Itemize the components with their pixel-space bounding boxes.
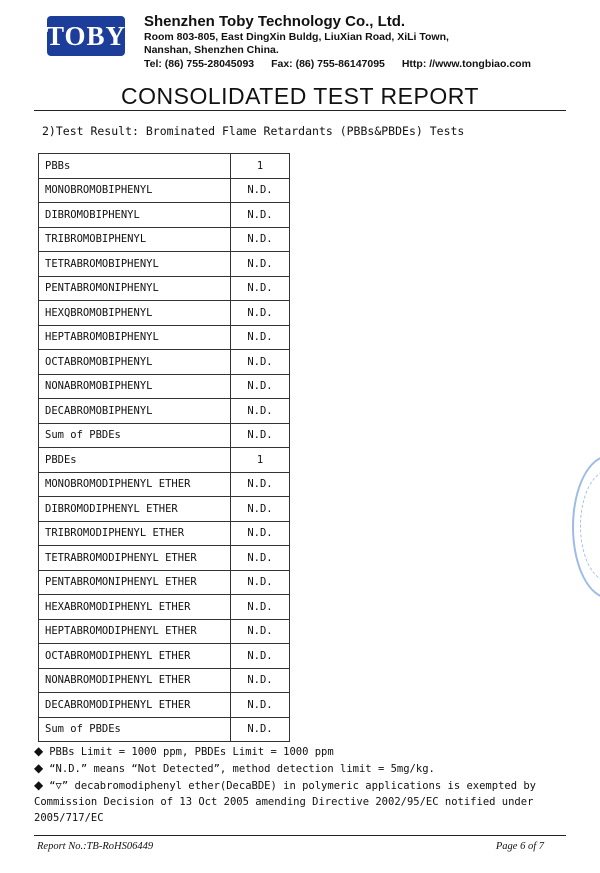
table-row [39, 301, 290, 326]
table-row [39, 717, 290, 742]
result-cell: N.D. [231, 252, 290, 277]
substance-name-cell: NONABROMODIPHENYL ETHER [39, 668, 231, 693]
substance-name-cell: PBBs [39, 154, 231, 179]
table-row [39, 521, 290, 546]
table-row [39, 619, 290, 644]
company-logo [47, 16, 125, 56]
table-row [39, 668, 290, 693]
substance-name-cell: TETRABROMOBIPHENYL [39, 252, 231, 277]
result-cell: N.D. [231, 203, 290, 228]
substance-name-cell: DIBROMODIPHENYL ETHER [39, 497, 231, 522]
website: Http: //www.tongbiao.com [401, 58, 531, 70]
substance-name-cell: PENTABROMONIPHENYL [39, 276, 231, 301]
result-cell: N.D. [231, 178, 290, 203]
substance-name-cell: OCTABROMOBIPHENYL [39, 350, 231, 375]
result-cell: 1 [231, 448, 290, 473]
substance-name-cell: HEPTABROMOBIPHENYL [39, 325, 231, 350]
footer-divider [34, 835, 566, 836]
results-table [38, 153, 290, 742]
table-row [39, 595, 290, 620]
table-row [39, 276, 290, 301]
result-cell: N.D. [231, 668, 290, 693]
header-divider [34, 110, 566, 111]
result-cell: N.D. [231, 644, 290, 669]
result-cell: N.D. [231, 472, 290, 497]
substance-name-cell: DECABROMOBIPHENYL [39, 399, 231, 424]
table-row [39, 497, 290, 522]
table-row [39, 570, 290, 595]
notes [34, 743, 569, 826]
result-cell: N.D. [231, 325, 290, 350]
note-limits [34, 743, 569, 760]
report-title: CONSOLIDATED TEST REPORT [121, 83, 479, 109]
result-cell: N.D. [231, 717, 290, 742]
note-exemption-line-3: 2005/717/EC [34, 812, 104, 824]
substance-name-cell: DECABROMODIPHENYL ETHER [39, 693, 231, 718]
result-cell: N.D. [231, 546, 290, 571]
table-row [39, 546, 290, 571]
note-nd-text: “N.D.” means “Not Detected”, method detection limit = 5mg/kg. [49, 763, 435, 775]
result-cell: 1 [231, 154, 290, 179]
substance-name-cell: Sum of PBDEs [39, 717, 231, 742]
result-cell: N.D. [231, 521, 290, 546]
footer [37, 841, 544, 852]
table-row [39, 399, 290, 424]
substance-name-cell: MONOBROMODIPHENYL ETHER [39, 472, 231, 497]
table-row [39, 227, 290, 252]
table-row [39, 472, 290, 497]
substance-name-cell: OCTABROMODIPHENYL ETHER [39, 644, 231, 669]
result-cell: N.D. [231, 595, 290, 620]
substance-name-cell: DIBROMOBIPHENYL [39, 203, 231, 228]
table-row [39, 448, 290, 473]
table-row [39, 252, 290, 277]
result-cell: N.D. [231, 619, 290, 644]
substance-name-cell: TRIBROMODIPHENYL ETHER [39, 521, 231, 546]
note-exemption [34, 777, 569, 826]
diamond-bullet-icon: ◆ [34, 761, 44, 775]
address-line-2: Nanshan, Shenzhen China. [144, 44, 279, 56]
table-row [39, 203, 290, 228]
table-row [39, 693, 290, 718]
substance-name-cell: PBDEs [39, 448, 231, 473]
result-cell: N.D. [231, 693, 290, 718]
table-row [39, 423, 290, 448]
company-name: Shenzhen Toby Technology Co., Ltd. [144, 13, 406, 30]
table-row [39, 644, 290, 669]
section-heading: 2)Test Result: Brominated Flame Retardants (PBBs&PBDEs) Tests [42, 124, 465, 138]
table-row [39, 350, 290, 375]
address-line-1: Room 803-805, East DingXin Buldg, LiuXian Road, XiLi Town, [144, 31, 449, 43]
result-cell: N.D. [231, 227, 290, 252]
results-table-body [39, 154, 290, 742]
result-cell: N.D. [231, 570, 290, 595]
substance-name-cell: PENTABROMONIPHENYL ETHER [39, 570, 231, 595]
contact-line [144, 57, 584, 71]
substance-name-cell: MONOBROMOBIPHENYL [39, 178, 231, 203]
result-cell: N.D. [231, 399, 290, 424]
substance-name-cell: Sum of PBDEs [39, 423, 231, 448]
telephone: Tel: (86) 755-28045093 [144, 58, 255, 70]
result-cell: N.D. [231, 276, 290, 301]
diamond-bullet-icon: ◆ [34, 778, 44, 792]
note-exemption-line-2: Commission Decision of 13 Oct 2005 amending Directive 2002/95/EC notified under [34, 796, 534, 808]
table-row [39, 154, 290, 179]
diamond-bullet-icon: ◆ [34, 744, 44, 758]
result-cell: N.D. [231, 374, 290, 399]
note-nd [34, 760, 569, 777]
note-exemption-line-1: “▽” decabromodiphenyl ether(DecaBDE) in polymeric applications is exempted by [49, 780, 536, 792]
logo-text: TOBY [45, 20, 127, 51]
result-cell: N.D. [231, 423, 290, 448]
table-row [39, 178, 290, 203]
report-number: Report No.:TB-RoHS06449 [37, 841, 154, 852]
page-number: Page 6 of 7 [495, 841, 544, 852]
result-cell: N.D. [231, 301, 290, 326]
fax: Fax: (86) 755-86147095 [271, 58, 385, 70]
substance-name-cell: TRIBROMOBIPHENYL [39, 227, 231, 252]
table-row [39, 325, 290, 350]
substance-name-cell: HEPTABROMODIPHENYL ETHER [39, 619, 231, 644]
company-info [144, 12, 584, 71]
result-cell: N.D. [231, 350, 290, 375]
substance-name-cell: HEXQBROMOBIPHENYL [39, 301, 231, 326]
result-cell: N.D. [231, 497, 290, 522]
substance-name-cell: NONABROMOBIPHENYL [39, 374, 231, 399]
table-row [39, 374, 290, 399]
substance-name-cell: TETRABROMODIPHENYL ETHER [39, 546, 231, 571]
note-limits-text: PBBs Limit = 1000 ppm, PBDEs Limit = 1000 ppm [49, 746, 334, 758]
substance-name-cell: HEXABROMODIPHENYL ETHER [39, 595, 231, 620]
